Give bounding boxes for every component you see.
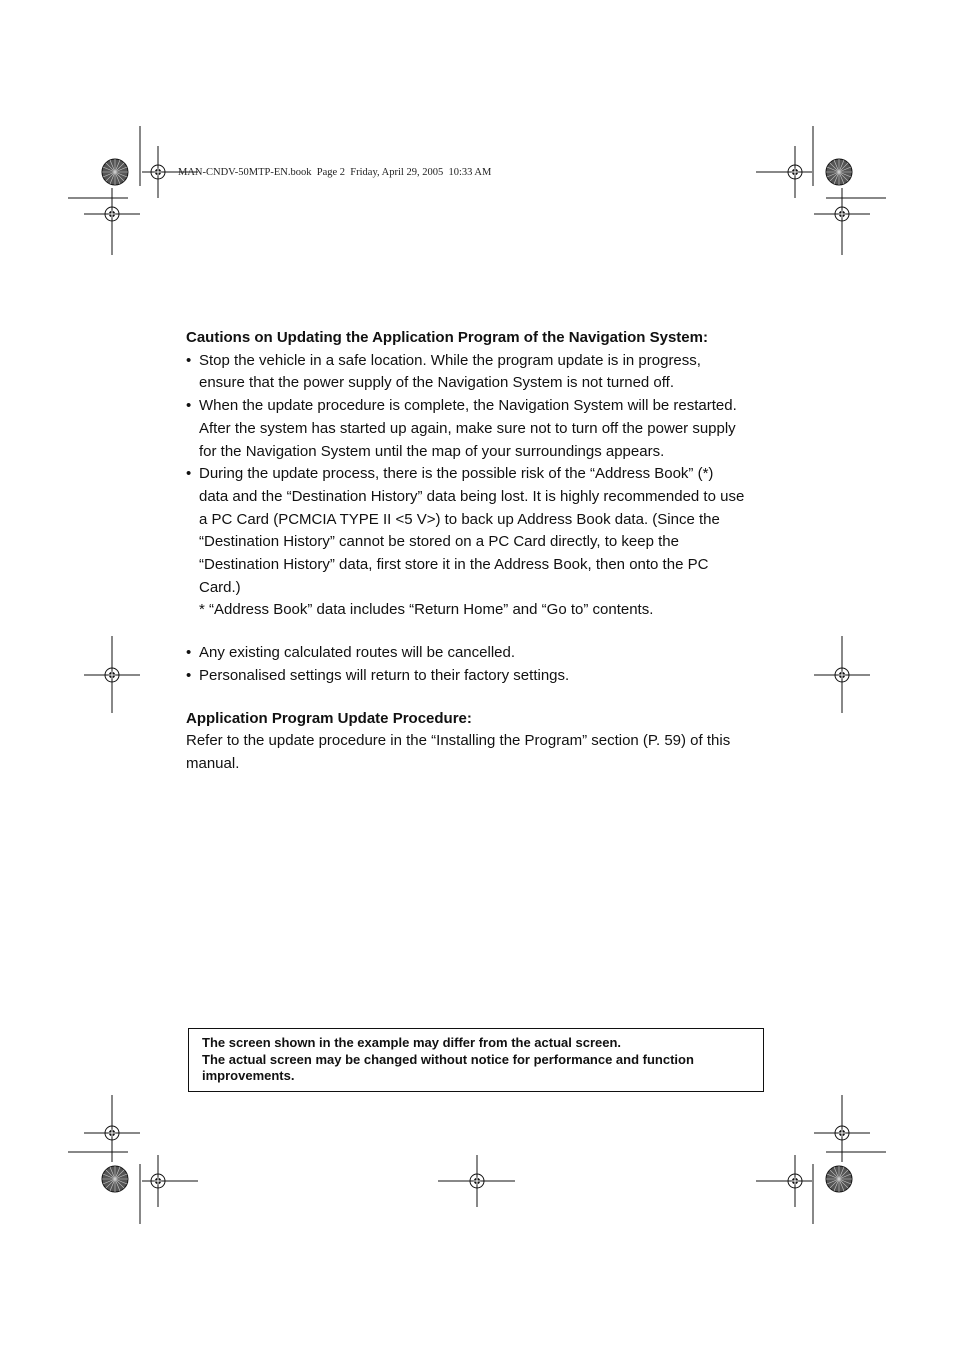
- line: During the update process, there is the possible risk of the “Address Book” (*): [199, 465, 714, 483]
- list-item: [186, 642, 776, 665]
- line: Card.): [199, 578, 241, 596]
- page-content: [186, 327, 776, 776]
- bullet-glyph: •: [186, 397, 192, 415]
- line: for the Navigation System until the map of your surroundings appears.: [199, 442, 665, 460]
- notice-box: [188, 1028, 764, 1092]
- line: “Destination History” cannot be stored on a PC Card directly, to keep the: [199, 533, 679, 551]
- line: Any existing calculated routes will be cancelled.: [199, 644, 516, 662]
- cautions-heading: Cautions on Updating the Application Program of the Navigation System:: [186, 329, 708, 346]
- list-item: [186, 350, 776, 395]
- bullet-glyph: •: [186, 465, 192, 483]
- bullet-glyph: •: [186, 666, 192, 684]
- list-item: [186, 463, 776, 599]
- line: After the system has started up again, make sure not to turn off the power supply: [199, 419, 736, 437]
- cautions-list: [186, 350, 776, 600]
- line: Personalised settings will return to their factory settings.: [199, 666, 570, 684]
- line: a PC Card (PCMCIA TYPE II <5 V>) to back up Address Book data. (Since the: [199, 510, 720, 528]
- notice-line: improvements.: [202, 1068, 295, 1084]
- line: Stop the vehicle in a safe location. While the program update is in progress,: [199, 351, 701, 369]
- line: ensure that the power supply of the Navigation System is not turned off.: [199, 374, 674, 392]
- list-item: [186, 665, 776, 688]
- bullet-glyph: •: [186, 351, 192, 369]
- list-item: [186, 395, 776, 463]
- footnote: * “Address Book” data includes “Return Home” and “Go to” contents.: [199, 601, 654, 619]
- line: “Destination History” data, first store it in the Address Book, then onto the PC: [199, 556, 709, 574]
- spacer: [186, 688, 776, 708]
- line: When the update procedure is complete, the Navigation System will be restarted.: [199, 397, 737, 415]
- notice-line: The screen shown in the example may differ from the actual screen.: [202, 1035, 622, 1050]
- cautions-list-2: [186, 642, 776, 687]
- line: data and the “Destination History” data being lost. It is highly recommended to use: [199, 487, 745, 505]
- print-slug: MAN-CNDV-50MTP-EN.book Page 2 Friday, April 29, 2005 10:33 AM: [178, 167, 492, 178]
- spacer: [186, 622, 776, 642]
- procedure-line: manual.: [186, 754, 240, 772]
- procedure-heading: Application Program Update Procedure:: [186, 709, 472, 727]
- notice-line: The actual screen may be changed without notice for performance and function: [202, 1051, 694, 1067]
- procedure-line: Refer to the update procedure in the “Installing the Program” section (P. 59) of this: [186, 732, 731, 750]
- bullet-glyph: •: [186, 644, 192, 662]
